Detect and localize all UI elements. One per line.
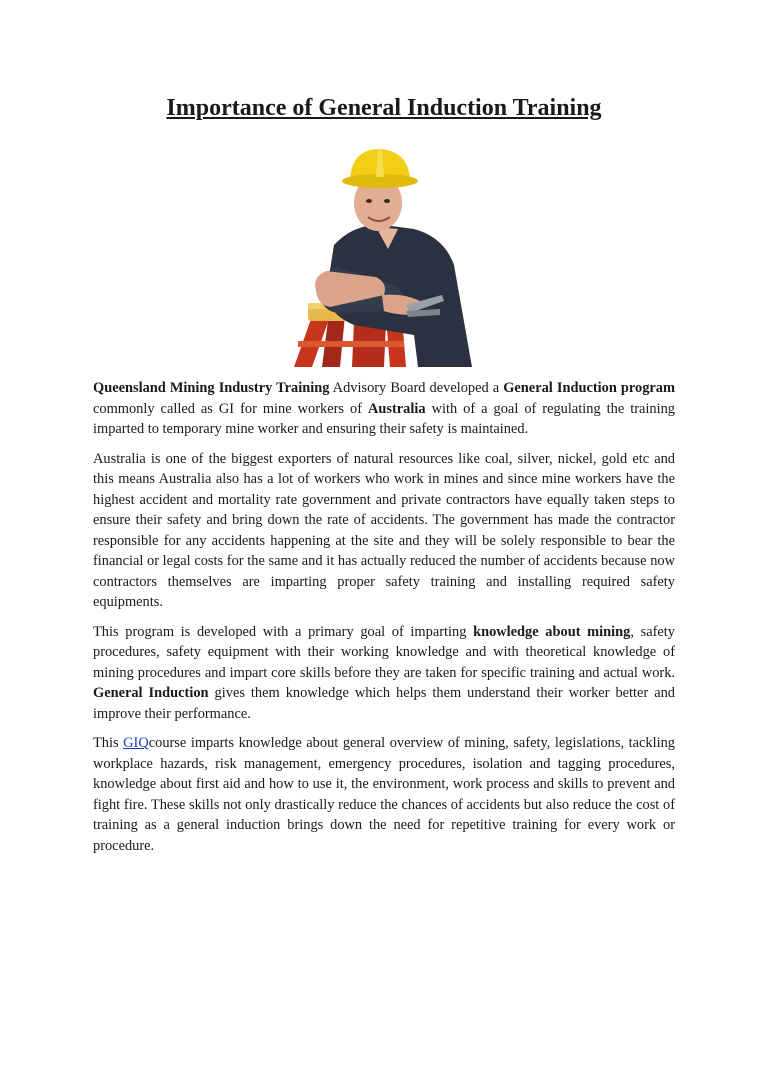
body-text: commonly called as GI for mine workers of	[93, 400, 368, 417]
bold-text: General Induction	[93, 685, 209, 701]
body-text: gives them knowledge which helps them understand their worker better and improve their performance.	[93, 685, 675, 722]
body-text: Advisory Board developed a	[329, 380, 504, 396]
giq-link[interactable]: GIQ	[123, 735, 149, 751]
bold-text: knowledge about mining	[473, 623, 631, 640]
body-text: with of a goal of regulating the training imparted to temporary mine worker and ensuring their safety is maintained.	[93, 400, 675, 437]
body-text: This program is developed with a primary goal of imparting	[93, 623, 474, 640]
paragraph-4	[93, 733, 675, 856]
bold-text: General Induction program	[503, 380, 675, 396]
bold-text: Queensland Mining Industry Training	[93, 380, 330, 396]
paragraph-1	[93, 378, 675, 440]
paragraph-2: Australia is one of the biggest exporters of natural resources like coal, silver, nickel, gold etc and this means Australia also has a lot of workers who work in mines and since mine workers have the highest accident and mortality rate government and private contractors have equally taken steps to ensure their safety and bring down the rate of accidents. The government has made the contractor responsible for any accidents happening at the site and they will be solely responsible to bear the financial or legal costs for the same and it has actually reduced the number of accidents because now contractors themselves are imparting proper safety training and installing required safety equipments.	[93, 450, 675, 610]
hardhat-shape	[342, 149, 418, 188]
worker-photo	[294, 145, 480, 367]
bold-text: Australia	[368, 400, 426, 417]
body-text: , safety procedures, safety equipment with their working knowledge and with theoretical knowledge of mining procedures and impart core skills before they are taken for specific training and actual work.	[93, 623, 675, 681]
article-body	[93, 378, 675, 865]
body-text: course imparts knowledge about general overview of mining, safety, legislations, tackling workplace hazards, risk management, emergency procedures, isolation and tagging procedures, knowledge about first aid and how to use it, the environment, work process and skills to prevent and fight fire. These skills not only drastically reduce the chances of accidents but also reduce the cost of training as a general induction brings down the need for repetitive training for every work or procedure.	[93, 735, 675, 854]
body-text: This	[93, 735, 124, 751]
paragraph-3	[93, 622, 675, 725]
page-title: Importance of General Induction Training	[166, 95, 602, 121]
